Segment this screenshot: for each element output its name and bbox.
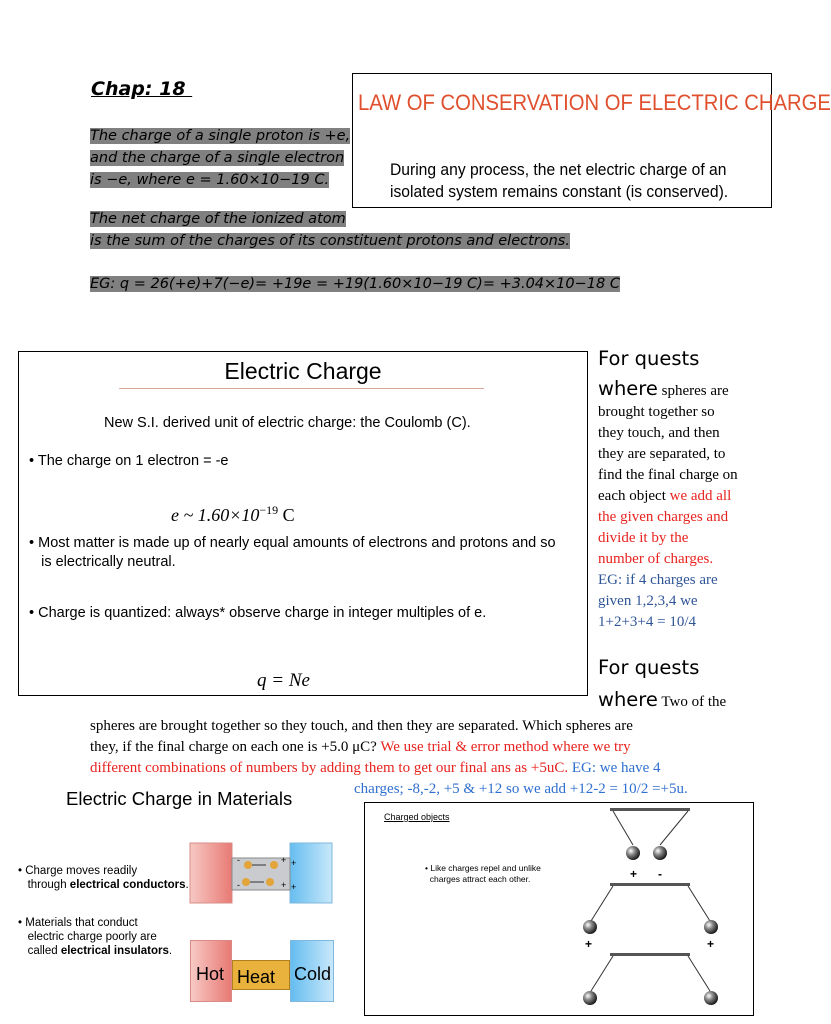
conductor-diagram bbox=[190, 838, 350, 913]
bullet-electron-charge: • The charge on 1 electron = -e bbox=[29, 453, 229, 469]
materials-title: Electric Charge in Materials bbox=[66, 788, 293, 809]
bullet-quantized: • Charge is quantized: always* observe charge in integer multiples of e. bbox=[29, 605, 487, 621]
charge-sign-mid-left: + bbox=[585, 937, 593, 951]
proton-note: The charge of a single proton is +e, and the charge of a single electron is −e, where e = 1.60×10−19 C. bbox=[90, 128, 351, 188]
net-charge-note: The net charge of the ionized atom is the sum of the charges of its constituent protons and electrons. bbox=[90, 211, 570, 249]
title-underline bbox=[119, 388, 484, 389]
svg-text:-: - bbox=[237, 855, 240, 865]
quest2-text: spheres are brought together so they touch, and then they are separated. Which spheres are they, if the final charge on each one is +5.0 μC? We use trial & error method where we try different combinations of numbers by adding them to get our final ans as +5uC. EG: we have 4 charges; -8,-2, +5 & +12 so we add +12-2 = 10/2 =+5u. bbox=[90, 718, 688, 797]
quest1-heading-1: For quests bbox=[598, 347, 700, 370]
chapter-heading: Chap: 18 bbox=[91, 78, 186, 100]
materials-bullet-insulators: • Materials that conduct electric charge poorly are called electrical insulators. bbox=[18, 917, 173, 957]
bullet-neutral-matter: • Most matter is made up of nearly equal amounts of electrons and protons and so is electrically neutral. bbox=[29, 535, 556, 570]
materials-slide bbox=[0, 780, 350, 1024]
formula-q: q = Ne bbox=[257, 670, 310, 691]
svg-text:-: - bbox=[237, 880, 240, 890]
hot-label: Hot bbox=[196, 964, 225, 984]
svg-text:+: + bbox=[291, 858, 297, 868]
electric-charge-slide bbox=[18, 351, 588, 696]
slide-subtitle: New S.I. derived unit of electric charge: the Coulomb (C). bbox=[104, 415, 471, 431]
charged-objects-slide bbox=[364, 802, 754, 1016]
law-box bbox=[352, 73, 831, 208]
formula-e: e ~ $1.60\times 10^{-19}$ C bbox=[171, 503, 295, 525]
law-text: During any process, the net electric charge of an isolated system remains constant (is conserved). bbox=[390, 160, 729, 201]
svg-text:+: + bbox=[291, 882, 297, 892]
charge-sign-top-left: + bbox=[630, 867, 638, 881]
charged-objects-bullet: • Like charges repel and unlike charges attract each other. bbox=[425, 863, 541, 884]
cold-label: Cold bbox=[294, 964, 332, 984]
heat-label: Heat bbox=[237, 967, 276, 987]
quest1-text: where spheres are brought together so they touch, and then they are separated, to find the final charge on each object we add all the given charges and divide it by the number of charges. EG: if 4 charges are given 1,2,3,4 we 1+2+3+4 = 10/4 bbox=[598, 377, 738, 630]
svg-text:+: + bbox=[281, 855, 287, 865]
insulator-diagram bbox=[190, 940, 334, 1002]
charge-sign-mid-right: + bbox=[707, 937, 715, 951]
quest2-heading-line: where Two of the bbox=[598, 688, 727, 711]
charge-sign-top-right: - bbox=[658, 867, 662, 881]
quest2-heading-1: For quests bbox=[598, 656, 700, 679]
materials-bullet-conductors: • Charge moves readily through electrical conductors. bbox=[18, 865, 189, 891]
example-note: EG: q = 26(+e)+7(−e)= +19e = +19(1.60×10−19 C)= +3.04×10−18 C bbox=[90, 276, 620, 292]
slide-title: Electric Charge bbox=[224, 358, 382, 384]
charged-spheres-diagram bbox=[565, 803, 745, 1017]
law-title: LAW OF CONSERVATION OF ELECTRIC CHARGE bbox=[358, 90, 831, 115]
charged-objects-title: Charged objects bbox=[384, 812, 450, 822]
svg-text:+: + bbox=[281, 880, 287, 890]
